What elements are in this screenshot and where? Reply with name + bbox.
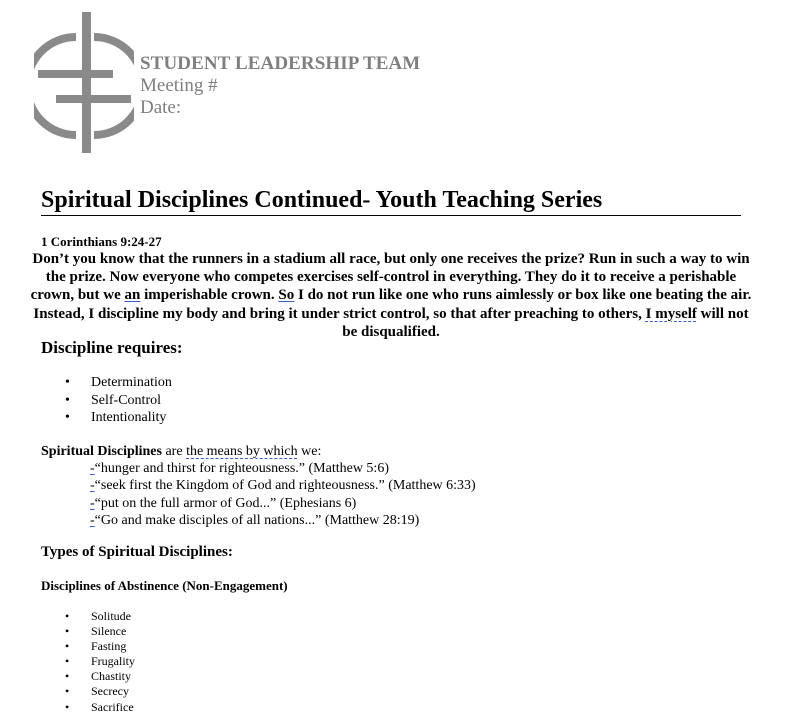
list-item: • Silence [41,624,135,639]
means-item-text: “seek first the Kingdom of God and righteousness.” (Matthew 6:33) [94,478,476,494]
meeting-label: Meeting # [140,75,218,96]
list-item: • Frugality [41,654,135,669]
list-item: • Sacrifice [41,700,135,715]
scripture-text-3: I do not run like one who runs aimlessly or box like one beating the air. Instead, I discipline my body and bring it under strict control, so that after preaching to others, [33,287,752,322]
discipline-requires-list [41,374,172,427]
means-term: Spiritual Disciplines [41,444,162,459]
list-item [90,495,476,512]
dash: - [90,478,95,494]
means-connector: are [161,444,187,459]
list-item: • Intentionality [41,409,172,427]
scripture-text-2: imperishable crown. [140,287,279,304]
means-item-text: “put on the full armor of God...” (Ephesians 6) [94,495,357,511]
list-item [90,460,476,477]
date-label: Date: [140,97,182,118]
cross-circle-icon [34,10,134,155]
scripture-passage [30,250,752,341]
means-suffix: we: [297,444,322,459]
logo-cross-vertical [82,12,91,153]
header-block [140,53,420,119]
dash: - [90,461,95,476]
list-item: • Chastity [41,669,135,684]
scripture-text-1: Don’t you know that the runners in a stadium all race, but only one receives the prize? Run in such a way to win the prize. Now everyone who competes exercises self-control in everything. They do it to receive a perishable crown, but we [30,251,750,304]
list-item: • Fasting [41,639,135,654]
abstinence-heading: Disciplines of Abstinence (Non-Engagement) [41,578,288,593]
list-item [90,512,476,529]
list-item: • Self-Control [41,392,172,410]
means-phrase: the means by which [186,444,298,459]
dash: - [90,513,95,529]
types-heading: Types of Spiritual Disciplines: [41,544,233,560]
page-title: Spiritual Disciplines Continued- Youth Teaching Series [41,186,741,216]
cross-logo [34,10,134,155]
scripture-word-an: an [124,287,141,304]
abstinence-list [41,609,135,715]
list-item: • Determination [41,374,172,392]
means-item-text: “Go and make disciples of all nations...” (Matthew 28:19) [94,513,420,529]
logo-cross-bar-upper [38,70,113,78]
discipline-requires-heading: Discipline requires: [41,338,183,357]
means-intro [41,443,321,461]
org-name: STUDENT LEADERSHIP TEAM [140,53,421,74]
scripture-word-i-myself: I myself [645,305,697,322]
means-item-text: “hunger and thirst for righteousness.” (Matthew 5:6) [94,461,389,476]
scripture-text-4: will not be disqualified. [342,305,749,340]
scripture-word-so: So [278,287,295,304]
list-item: • Solitude [41,609,135,624]
logo-cross-bar-lower [56,95,131,103]
logo-arc-right [94,37,134,135]
logo-arc-left [34,37,76,135]
list-item: • Secrecy [41,684,135,699]
means-list [90,460,476,530]
list-item [90,477,476,494]
scripture-reference: 1 Corinthians 9:24-27 [41,234,162,249]
dash: - [90,495,95,511]
